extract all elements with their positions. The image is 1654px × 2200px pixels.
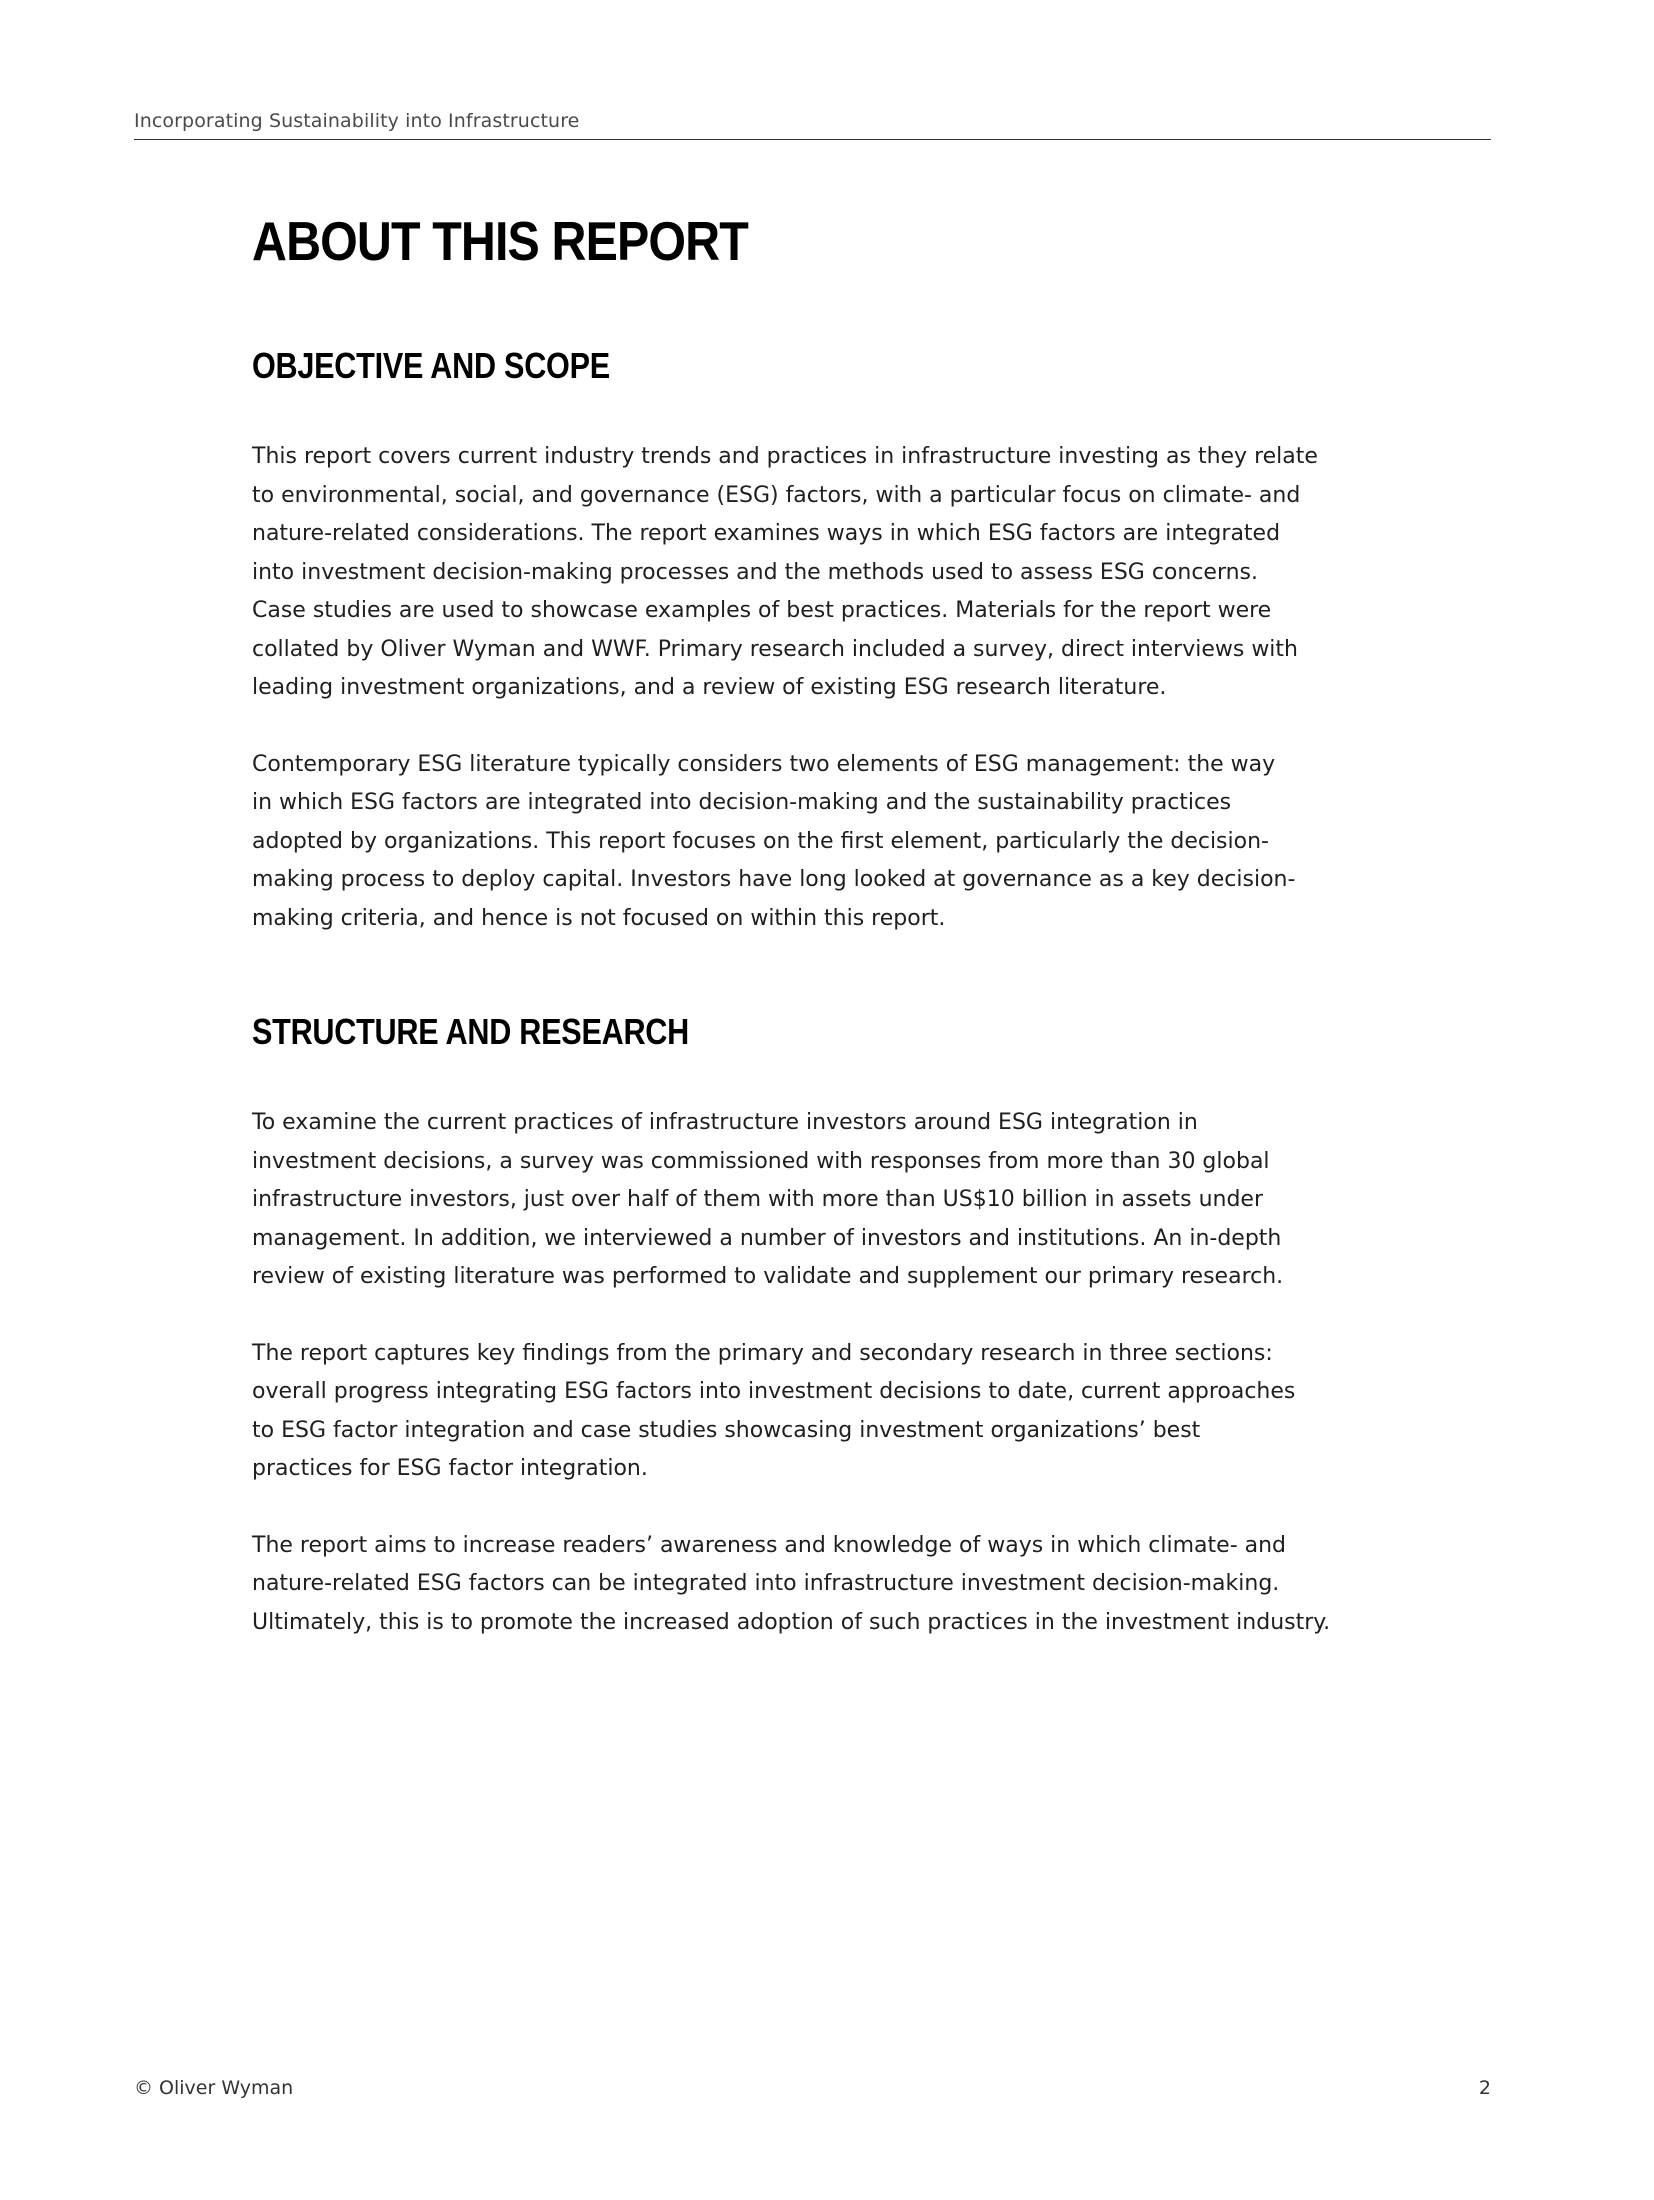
text-line: in which ESG factors are integrated into decision-making and the sustainability practices (252, 790, 1232, 815)
paragraph-structure-2 (252, 1335, 1432, 1489)
paragraph-objective-2 (252, 746, 1432, 939)
text-line: leading investment organizations, and a review of existing ESG research literature. (252, 675, 1167, 700)
paragraph-objective-1 (252, 438, 1432, 708)
section-heading-structure-and-research: STRUCTURE AND RESEARCH (252, 1011, 689, 1052)
text-line: to ESG factor integration and case studies showcasing investment organizations’ best (252, 1417, 1201, 1443)
text-line: to environmental, social, and governance (ESG) factors, with a particular focus on climate- and (252, 482, 1301, 508)
header-divider (134, 139, 1491, 140)
text-line: adopted by organizations. This report focuses on the first element, particularly the decision- (252, 828, 1269, 854)
text-line: management. In addition, we interviewed a number of investors and institutions. An in-depth (252, 1225, 1282, 1251)
page-title: ABOUT THIS REPORT (252, 210, 748, 272)
text-line: Ultimately, this is to promote the increased adoption of such practices in the investment industry. (252, 1609, 1331, 1635)
text-line: The report captures key findings from the primary and secondary research in three sections: (252, 1340, 1273, 1366)
page-number: 2 (1478, 2077, 1491, 2099)
running-header: Incorporating Sustainability into Infrastructure (134, 110, 580, 132)
main-content (252, 210, 1432, 1642)
text-line: To examine the current practices of infrastructure investors around ESG integration in (252, 1110, 1198, 1135)
footer-copyright: © Oliver Wyman (134, 2077, 294, 2099)
text-line: making process to deploy capital. Investors have long looked at governance as a key decision- (252, 867, 1296, 892)
text-line: Case studies are used to showcase examples of best practices. Materials for the report were (252, 598, 1272, 623)
text-line: infrastructure investors, just over half of them with more than US$10 billion in assets under (252, 1187, 1264, 1212)
text-line: investment decisions, a survey was commissioned with responses from more than 30 global (252, 1148, 1270, 1174)
paragraph-structure-1 (252, 1104, 1432, 1297)
text-line: The report aims to increase readers’ awareness and knowledge of ways in which climate- and (252, 1532, 1287, 1558)
text-line: practices for ESG factor integration. (252, 1456, 648, 1481)
text-line: This report covers current industry trends and practices in infrastructure investing as they relate (252, 444, 1318, 469)
text-line: into investment decision-making processes and the methods used to assess ESG concerns. (252, 559, 1259, 585)
text-line: making criteria, and hence is not focused on within this report. (252, 905, 946, 931)
text-line: nature-related considerations. The report examines ways in which ESG factors are integrated (252, 521, 1281, 546)
text-line: nature-related ESG factors can be integrated into infrastructure investment decision-making. (252, 1571, 1280, 1596)
section-heading-objective-and-scope: OBJECTIVE AND SCOPE (252, 345, 610, 386)
text-line: review of existing literature was performed to validate and supplement our primary research. (252, 1264, 1284, 1289)
text-line: collated by Oliver Wyman and WWF. Primary research included a survey, direct interviews with (252, 636, 1298, 662)
text-line: overall progress integrating ESG factors into investment decisions to date, current approaches (252, 1379, 1296, 1404)
text-line: Contemporary ESG literature typically considers two elements of ESG management: the way (252, 751, 1276, 777)
paragraph-structure-3 (252, 1527, 1432, 1643)
